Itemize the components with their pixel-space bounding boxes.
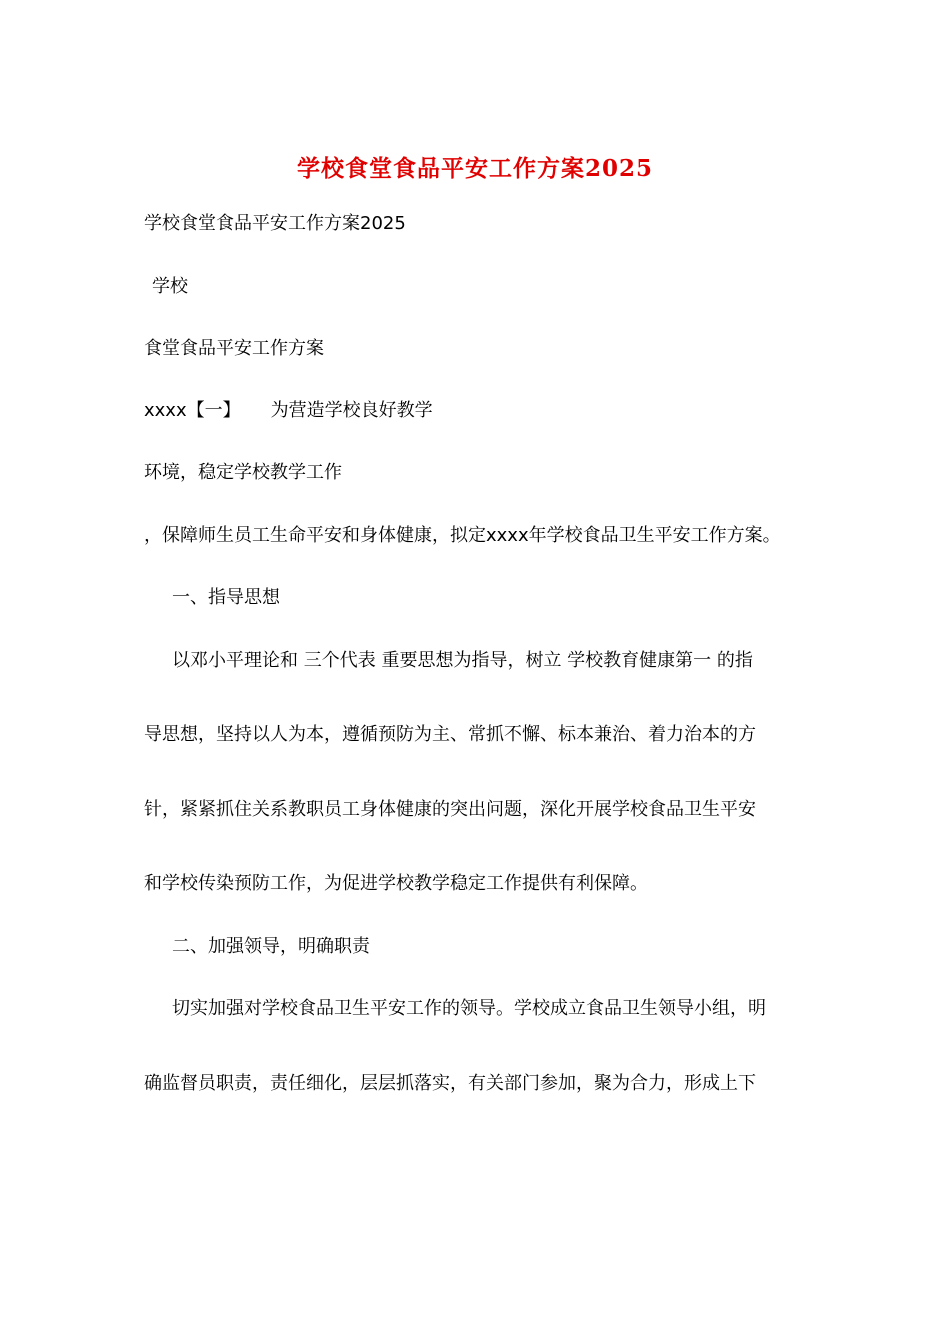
text-fragment: 为营造学校良好教学 [270,400,433,421]
section-heading: 二、加强领导，明确职责 [172,936,370,957]
paragraph-line: 针，紧紧抓住关系教职员工身体健康的突出问题，深化开展学校食品卫生平安 [144,799,756,820]
text-line: 学校 [152,276,188,297]
paragraph-line: 以邓小平理论和 三个代表 重要思想为指导，树立 学校教育健康第一 的指 [172,650,753,671]
paragraph-line: 确监督员职责，责任细化，层层抓落实，有关部门参加，聚为合力，形成上下 [144,1073,756,1094]
text-line: 环境，稳定学校教学工作 [144,462,342,483]
text-line: 学校食堂食品平安工作方案2025 [144,213,406,234]
paragraph-line: 和学校传染预防工作，为促进学校教学稳定工作提供有利保障。 [144,873,648,894]
section-heading: 一、指导思想 [172,587,280,608]
paragraph-line: 导思想，坚持以人为本，遵循预防为主、常抓不懈、标本兼治、着力治本的方 [144,724,756,745]
text-line-group [144,398,433,424]
document-title: 学校食堂食品平安工作方案2025 [296,155,653,182]
paragraph-line: 切实加强对学校食品卫生平安工作的领导。学校成立食品卫生领导小组，明 [172,998,766,1019]
text-line: ，保障师生员工生命平安和身体健康，拟定xxxx年学校食品卫生平安工作方案。 [144,525,781,546]
section-number: xxxx【一】 [144,400,241,421]
text-line: 食堂食品平安工作方案 [144,338,324,359]
